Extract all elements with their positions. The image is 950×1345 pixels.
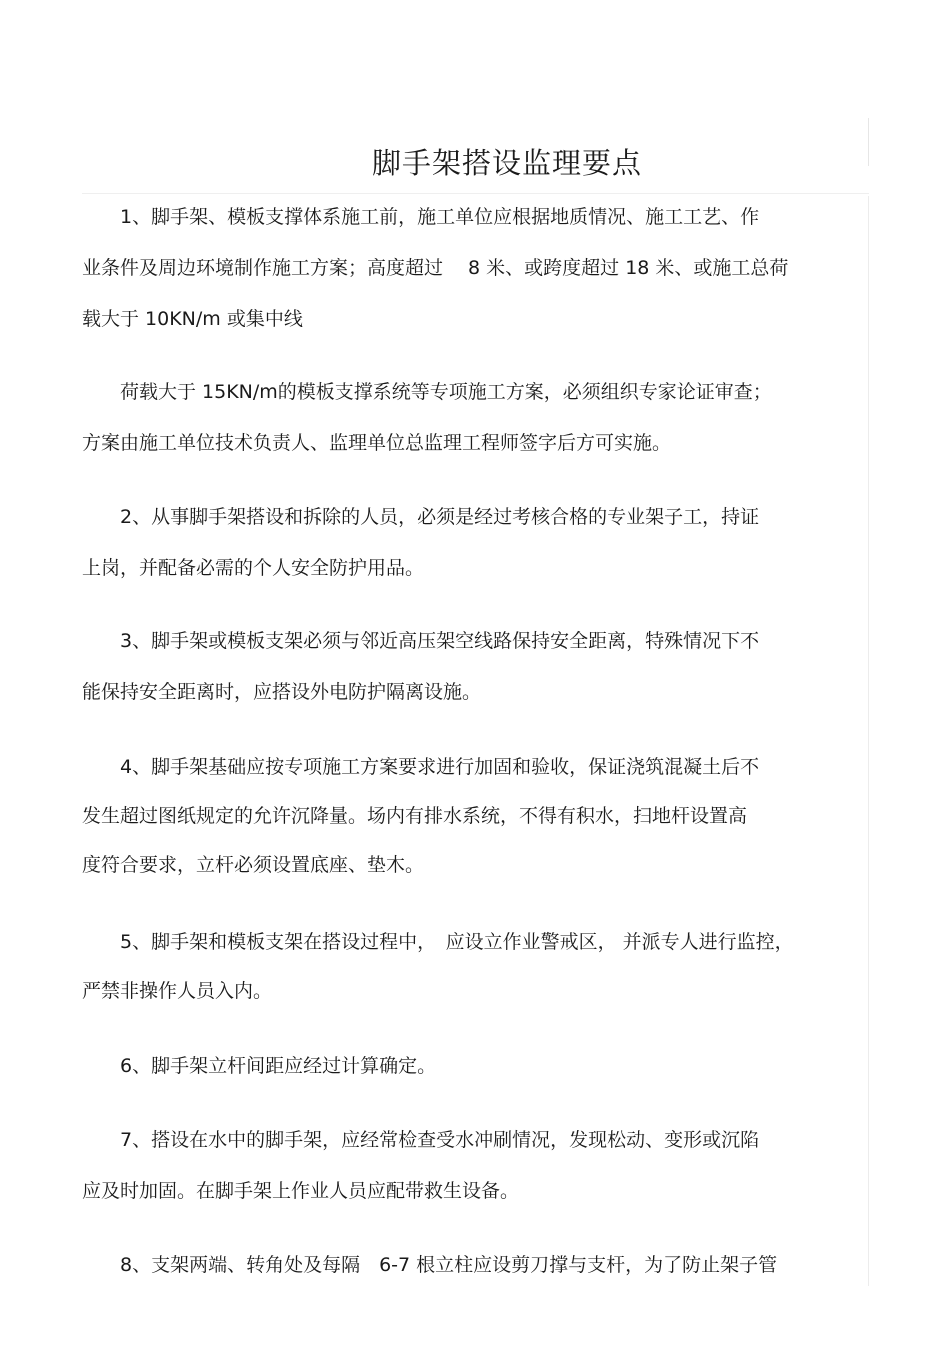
paragraph-line: 方案由施工单位技术负责人、监理单位总监理工程师签字后方可实施。 [82,432,672,454]
paragraph-line: 严禁非操作人员入内。 [82,980,273,1002]
paragraph-line: 1、脚手架、模板支撑体系施工前，施工单位应根据地质情况、施工工艺、作 [120,206,760,228]
paragraph-line: 4、脚手架基础应按专项施工方案要求进行加固和验收，保证浇筑混凝土后不 [120,756,760,778]
paragraph-line: 5、脚手架和模板支架在搭设过程中， 应设立作业警戒区， 并派专人进行监控， [120,931,794,953]
paragraph-line: 载大于 10KN/m 或集中线 [82,308,303,330]
paragraph-line: 能保持安全距离时，应搭设外电防护隔离设施。 [82,681,482,703]
header-divider [82,193,869,194]
paragraph-line: 荷载大于 15KN/m的模板支撑系统等专项施工方案，必须组织专家论证审查； [120,381,772,403]
paragraph-line: 发生超过图纸规定的允许沉降量。场内有排水系统，不得有积水，扫地杆设置高 [82,805,748,827]
paragraph-line: 2、从事脚手架搭设和拆除的人员，必须是经过考核合格的专业架子工，持证 [120,506,760,528]
paragraph-line: 应及时加固。在脚手架上作业人员应配带救生设备。 [82,1180,520,1202]
paragraph-line: 上岗，并配备必需的个人安全防护用品。 [82,557,425,579]
page-title: 脚手架搭设监理要点 [371,146,642,181]
paragraph-line: 3、脚手架或模板支架必须与邻近高压架空线路保持安全距离，特殊情况下不 [120,630,760,652]
page-edge-line [868,196,869,1286]
paragraph-line: 业条件及周边环境制作施工方案；高度超过 8 米、或跨度超过 18 米、或施工总荷 [82,257,789,279]
paragraph-line: 8、支架两端、转角处及每隔 6-7 根立柱应设剪刀撑与支杆，为了防止架子管 [120,1254,778,1276]
paragraph-line: 7、搭设在水中的脚手架，应经常检查受水冲刷情况，发现松动、变形或沉陷 [120,1129,760,1151]
paragraph-line: 6、脚手架立杆间距应经过计算确定。 [120,1055,437,1077]
paragraph-line: 度符合要求，立杆必须设置底座、垫木。 [82,854,425,876]
